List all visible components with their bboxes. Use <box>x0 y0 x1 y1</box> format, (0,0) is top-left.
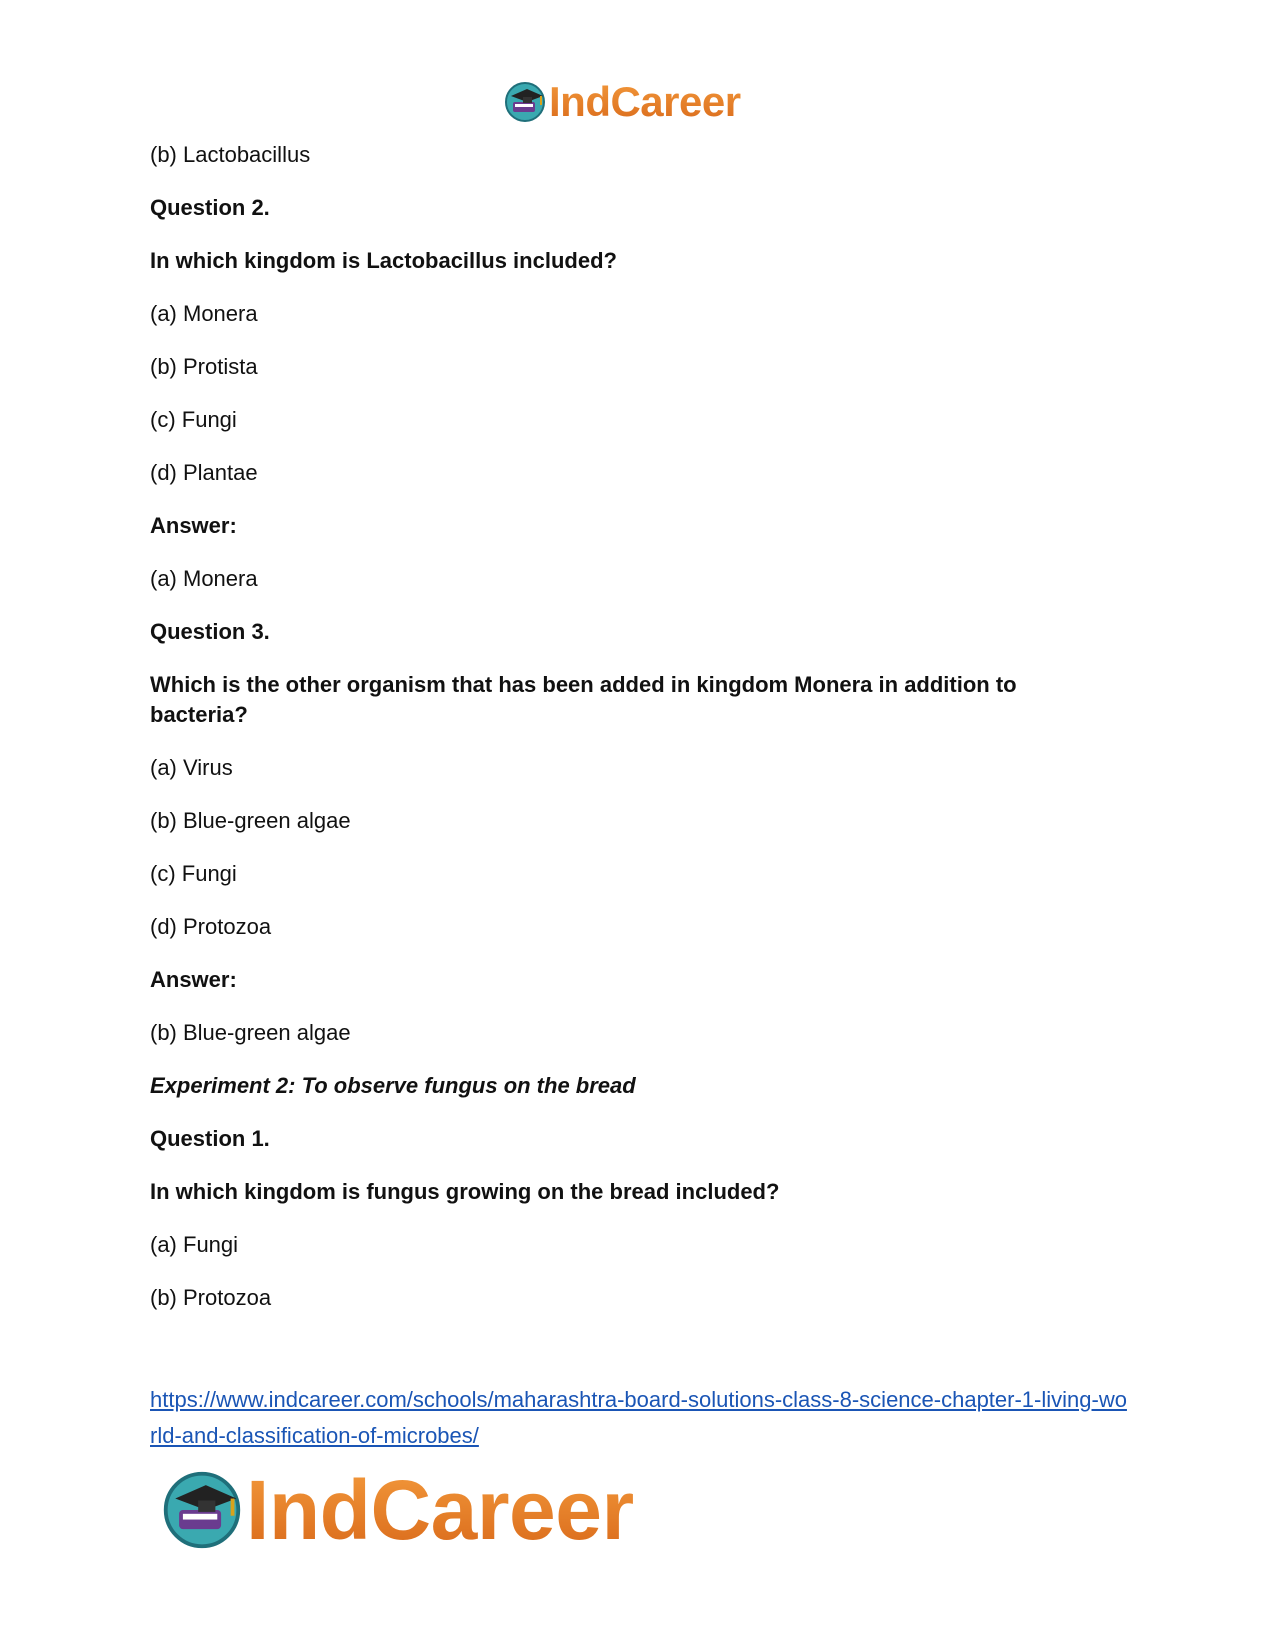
option-text: (d) Plantae <box>150 460 258 485</box>
option-text: (a) Monera <box>150 301 258 326</box>
logo-wordmark: IndCareer <box>246 1463 634 1557</box>
graduation-cap-book-icon <box>503 80 547 124</box>
footer-logo <box>160 1464 634 1556</box>
answer-text: (b) Blue-green algae <box>150 1020 351 1045</box>
source-url-link[interactable]: https://www.indcareer.com/schools/maharashtra-board-solutions-class-8-science-chapter-1-living-world-and-classification-of-microbes/ <box>150 1387 1127 1448</box>
experiment-heading: Experiment 2: To observe fungus on the bread <box>150 1073 636 1098</box>
option-text: (c) Fungi <box>150 861 237 886</box>
option-text: (b) Blue-green algae <box>150 808 351 833</box>
option-text: (a) Fungi <box>150 1232 239 1257</box>
answer-heading: Answer: <box>150 513 237 538</box>
question-text: In which kingdom is fungus growing on the bread included? <box>150 1179 780 1204</box>
logo-wordmark: IndCareer <box>549 78 741 125</box>
answer-heading: Answer: <box>150 967 237 992</box>
option-text: (b) Lactobacillus <box>150 142 311 167</box>
question-text: Which is the other organism that has been added in kingdom Monera in addition to bacteria? <box>150 672 1017 727</box>
option-text: (d) Protozoa <box>150 914 272 939</box>
question-heading: Question 3. <box>150 619 270 644</box>
answer-text: (a) Monera <box>150 566 258 591</box>
option-text: (b) Protozoa <box>150 1285 272 1310</box>
question-heading: Question 2. <box>150 195 270 220</box>
option-text: (a) Virus <box>150 755 233 780</box>
question-text: In which kingdom is Lactobacillus included? <box>150 248 617 273</box>
option-text: (b) Protista <box>150 354 258 379</box>
question-heading: Question 1. <box>150 1126 270 1151</box>
option-text: (c) Fungi <box>150 407 237 432</box>
graduation-cap-book-icon <box>160 1468 244 1552</box>
header-logo <box>503 78 741 126</box>
